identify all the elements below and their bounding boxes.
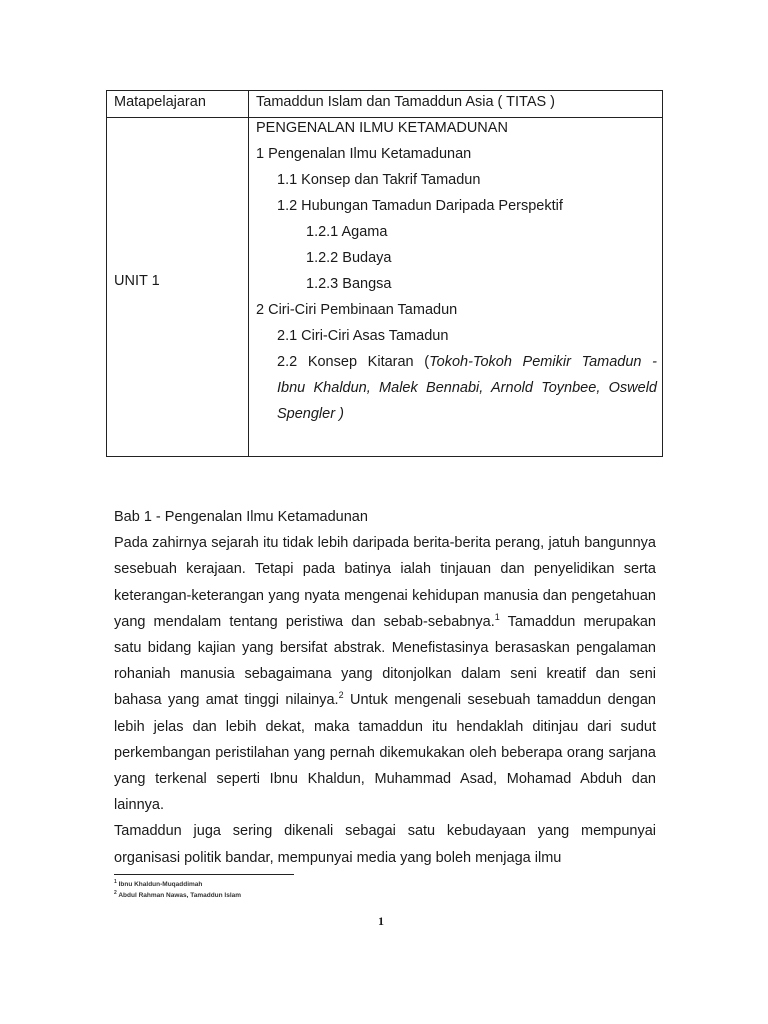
section-1-2: 1.2 Hubungan Tamadun Daripada Perspektif [277, 198, 563, 214]
section-1-2-2: 1.2.2 Budaya [306, 250, 392, 266]
footnote-ref-2: 2 [338, 690, 344, 701]
paragraph-1-part-b: Tamaddun merupakan satu bidang kajian yang bersifat abstrak. Menefistasinya berasaskan pengalaman rohaniah manusia sebagaimana yang ditonjolkan dalam seni kreatif dan seni bahasa yang amat tinggi nilainya. [114, 613, 656, 709]
footnote-separator [114, 874, 294, 875]
section-2-2-figures-2: Ibnu Khaldun, Malek Bennabi, Arnold Toynbee, Osweld [277, 380, 657, 396]
footnote-2-text: Abdul Rahman Nawas, Tamaddun Islam [118, 892, 242, 899]
section-1-2-3: 1.2.3 Bangsa [306, 276, 392, 292]
section-2-2-figures-1: Tokoh-Tokoh Pemikir Tamadun - [429, 354, 657, 370]
section-2: 2 Ciri-Ciri Pembinaan Tamadun [256, 302, 458, 318]
footnote-1-text: Ibnu Khaldun-Muqaddimah [118, 881, 203, 888]
section-1-2-1: 1.2.1 Agama [306, 224, 388, 240]
footnote-2-number: 2 [114, 890, 117, 896]
paragraph-1-part-a: Pada zahirnya sejarah itu tidak lebih daripada berita-berita perang, jatuh bangunnya sesebuah kerajaan. Tetapi pada batinya ialah tinjauan dan penyelidikan serta keterangan-keterangan yang nyata mengenai kehidupan manusia dan pengetahuan yang mendalam tentang peristiwa dan sebab-sebabnya. [114, 535, 656, 630]
chapter-body [114, 504, 656, 871]
paragraph-2: Tamaddun juga sering dikenali sebagai satu kebudayaan yang mempunyai organisasi politik bandar, mempunyai media yang boleh menjaga ilmu [114, 823, 656, 866]
footnote-ref-1: 1 [494, 611, 500, 622]
footnote-1 [114, 879, 241, 890]
unit-label: UNIT 1 [114, 273, 160, 289]
syllabus-table [106, 90, 663, 457]
unit-content-cell [249, 118, 663, 457]
section-1-1: 1.1 Konsep dan Takrif Tamadun [277, 172, 481, 188]
chapter-heading: Bab 1 - Pengenalan Ilmu Ketamadunan [114, 509, 368, 525]
section-2-2-figures-3: Spengler ) [277, 406, 344, 422]
section-1: 1 Pengenalan Ilmu Ketamadunan [256, 146, 472, 162]
unit-title: PENGENALAN ILMU KETAMADUNAN [256, 120, 508, 136]
footnote-1-number: 1 [114, 879, 117, 885]
unit-cell [107, 118, 249, 457]
section-2-2-figures-line-2 [277, 378, 657, 398]
paragraph-1 [114, 530, 656, 818]
section-2-2 [277, 352, 657, 372]
subject-value: Tamaddun Islam dan Tamaddun Asia ( TITAS ) [256, 94, 556, 110]
footnotes [114, 879, 241, 901]
section-2-2-figures-line-3 [277, 404, 344, 424]
page-number: 1 [378, 914, 384, 928]
paragraph-1-part-c: Untuk mengenali sesebuah tamaddun dengan lebih jelas dan lebih dekat, maka tamaddun itu hendaklah ditinjau dari sudut perkembangan peristilahan yang pernah dikemukakan oleh beberapa orang sarjana yang terkenal seperti Ibnu Khaldun, Muhammad Asad, Mohamad Abduh dan lainnya. [114, 692, 656, 814]
subject-label-cell [107, 91, 249, 118]
subject-value-cell [249, 91, 663, 118]
subject-label: Matapelajaran [114, 94, 206, 110]
section-2-1: 2.1 Ciri-Ciri Asas Tamadun [277, 328, 449, 344]
section-2-2-lead: 2.2 Konsep Kitaran ( [277, 354, 430, 370]
footnote-2 [114, 890, 241, 901]
